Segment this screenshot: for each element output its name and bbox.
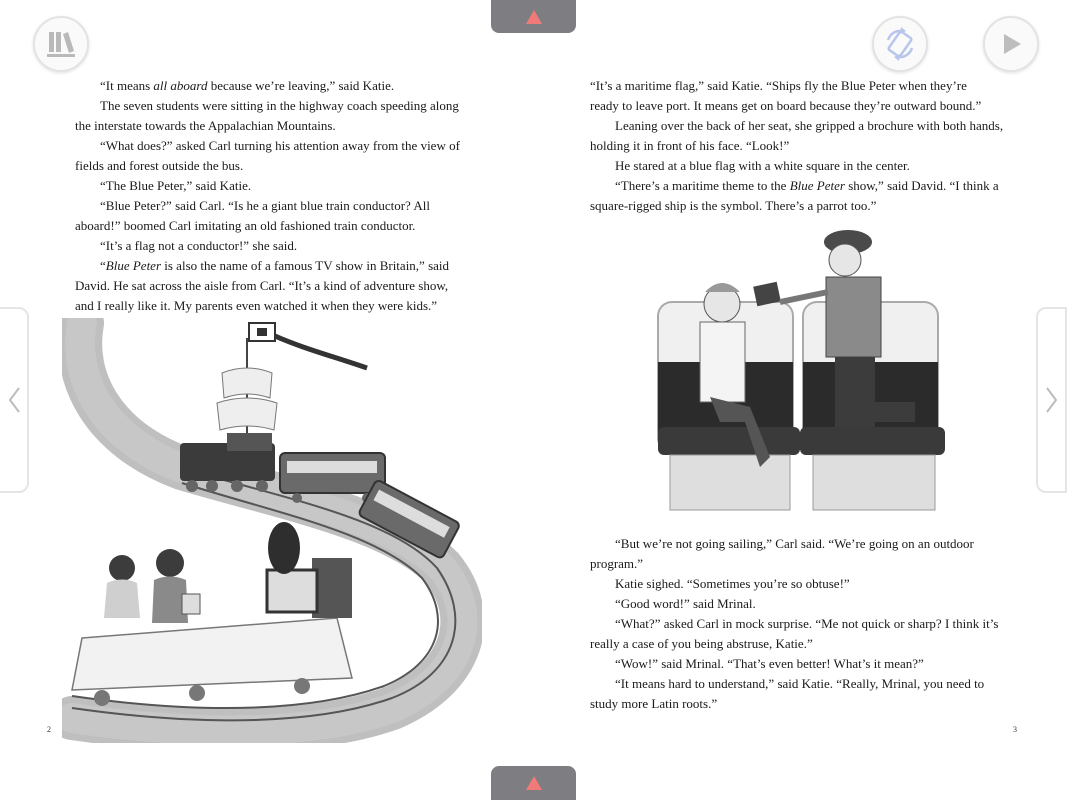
- text-line: [590, 96, 1020, 116]
- text-segment: “There’s a maritime theme to the: [615, 178, 790, 193]
- play-button[interactable]: [983, 16, 1039, 72]
- text-segment: square-rigged ship is the symbol. There’s a parrot too.”: [590, 198, 877, 213]
- text-segment: “What does?” asked Carl turning his attention away from the view of: [100, 138, 460, 153]
- text-segment: “Blue Peter?” said Carl. “Is he a giant blue train conductor? All: [100, 198, 430, 213]
- text-line: [75, 216, 475, 236]
- text-line: [590, 594, 1020, 614]
- text-line: [590, 176, 1020, 196]
- text-segment: “The Blue Peter,” said Katie.: [100, 178, 252, 193]
- text-line: [75, 196, 475, 216]
- text-segment: “It means hard to understand,” said Katie. “Really, Mrinal, you need to: [615, 676, 985, 691]
- text-segment: show,” said David. “I think a: [844, 178, 999, 193]
- text-line: [590, 196, 1020, 216]
- text-segment: “Wow!” said Mrinal. “That’s even better! What’s it mean?”: [615, 656, 924, 671]
- play-icon: [998, 31, 1024, 57]
- rotate-sync-icon: [882, 26, 918, 62]
- bus-seat-illustration: [650, 222, 955, 527]
- train-illustration: [62, 318, 482, 743]
- page-number-right: 3: [1013, 725, 1017, 734]
- top-menu-tab[interactable]: [491, 0, 576, 33]
- text-line: [590, 554, 1020, 574]
- text-line: [75, 156, 475, 176]
- text-segment: is also the name of a famous TV show in Britain,” said: [161, 258, 450, 273]
- text-line: [590, 136, 1020, 156]
- library-books-icon: [44, 29, 78, 59]
- text-emphasis: Blue Peter: [789, 178, 845, 193]
- triangle-up-icon: [526, 10, 542, 24]
- text-segment: and I really like it. My parents even watched it when they were kids.”: [75, 298, 438, 313]
- text-segment: “It means: [100, 78, 154, 93]
- bottom-menu-tab[interactable]: [491, 766, 576, 800]
- right-page-text-top: [590, 76, 1020, 216]
- text-line: [590, 614, 1020, 634]
- text-segment: “: [100, 258, 106, 273]
- text-line: [590, 156, 1020, 176]
- text-line: [75, 276, 475, 296]
- text-line: [590, 674, 1020, 694]
- text-line: [75, 136, 475, 156]
- text-line: [75, 296, 475, 316]
- text-line: [75, 256, 475, 276]
- text-segment: ready to leave port. It means get on board because they’re outward bound.”: [590, 98, 982, 113]
- text-emphasis: Blue Peter: [105, 258, 162, 273]
- text-segment: the interstate towards the Appalachian Mountains.: [75, 118, 336, 133]
- text-line: [75, 176, 475, 196]
- text-line: [590, 654, 1020, 674]
- text-segment: program.”: [590, 556, 644, 571]
- text-segment: aboard!” boomed Carl imitating an old fashioned train conductor.: [75, 218, 416, 233]
- text-line: [590, 634, 1020, 654]
- next-page-button[interactable]: [1036, 307, 1067, 493]
- text-segment: David. He sat across the aisle from Carl. “It’s a kind of adventure show,: [75, 278, 449, 293]
- text-segment: The seven students were sitting in the highway coach speeding along: [100, 98, 459, 113]
- text-segment: study more Latin roots.”: [590, 696, 718, 711]
- text-line: [75, 116, 475, 136]
- text-line: [590, 534, 1020, 554]
- text-line: [590, 116, 1020, 136]
- text-line: [75, 76, 475, 96]
- chevron-left-icon: [7, 386, 21, 414]
- page-number-left: 2: [47, 725, 51, 734]
- text-segment: Katie sighed. “Sometimes you’re so obtuse!”: [615, 576, 850, 591]
- text-segment: fields and forest outside the bus.: [75, 158, 244, 173]
- left-page-text: [75, 76, 475, 316]
- text-line: [75, 96, 475, 116]
- text-segment: “But we’re not going sailing,” Carl said. “We’re going on an outdoor: [615, 536, 974, 551]
- text-segment: holding it in front of his face. “Look!”: [590, 138, 790, 153]
- chevron-right-icon: [1045, 386, 1059, 414]
- text-emphasis: all aboard: [153, 78, 208, 93]
- text-segment: “Good word!” said Mrinal.: [615, 596, 756, 611]
- text-segment: Leaning over the back of her seat, she gripped a brochure with both hands,: [615, 118, 1004, 133]
- library-button[interactable]: [33, 16, 89, 72]
- text-line: [590, 574, 1020, 594]
- previous-page-button[interactable]: [0, 307, 29, 493]
- text-segment: “What?” asked Carl in mock surprise. “Me not quick or sharp? I think it’s: [615, 616, 999, 631]
- text-line: [590, 694, 1020, 714]
- triangle-up-icon: [526, 776, 542, 790]
- text-segment: He stared at a blue flag with a white square in the center.: [615, 158, 910, 173]
- text-line: [75, 236, 475, 256]
- rotate-button[interactable]: [872, 16, 928, 72]
- text-segment: because we’re leaving,” said Katie.: [207, 78, 395, 93]
- right-page-text-bottom: [590, 534, 1020, 714]
- text-segment: “It’s a maritime flag,” said Katie. “Ships fly the Blue Peter when they’re: [590, 78, 967, 93]
- text-segment: “It’s a flag not a conductor!” she said.: [100, 238, 298, 253]
- text-line: [590, 76, 1020, 96]
- text-segment: really a case of you being abstruse, Katie.”: [590, 636, 813, 651]
